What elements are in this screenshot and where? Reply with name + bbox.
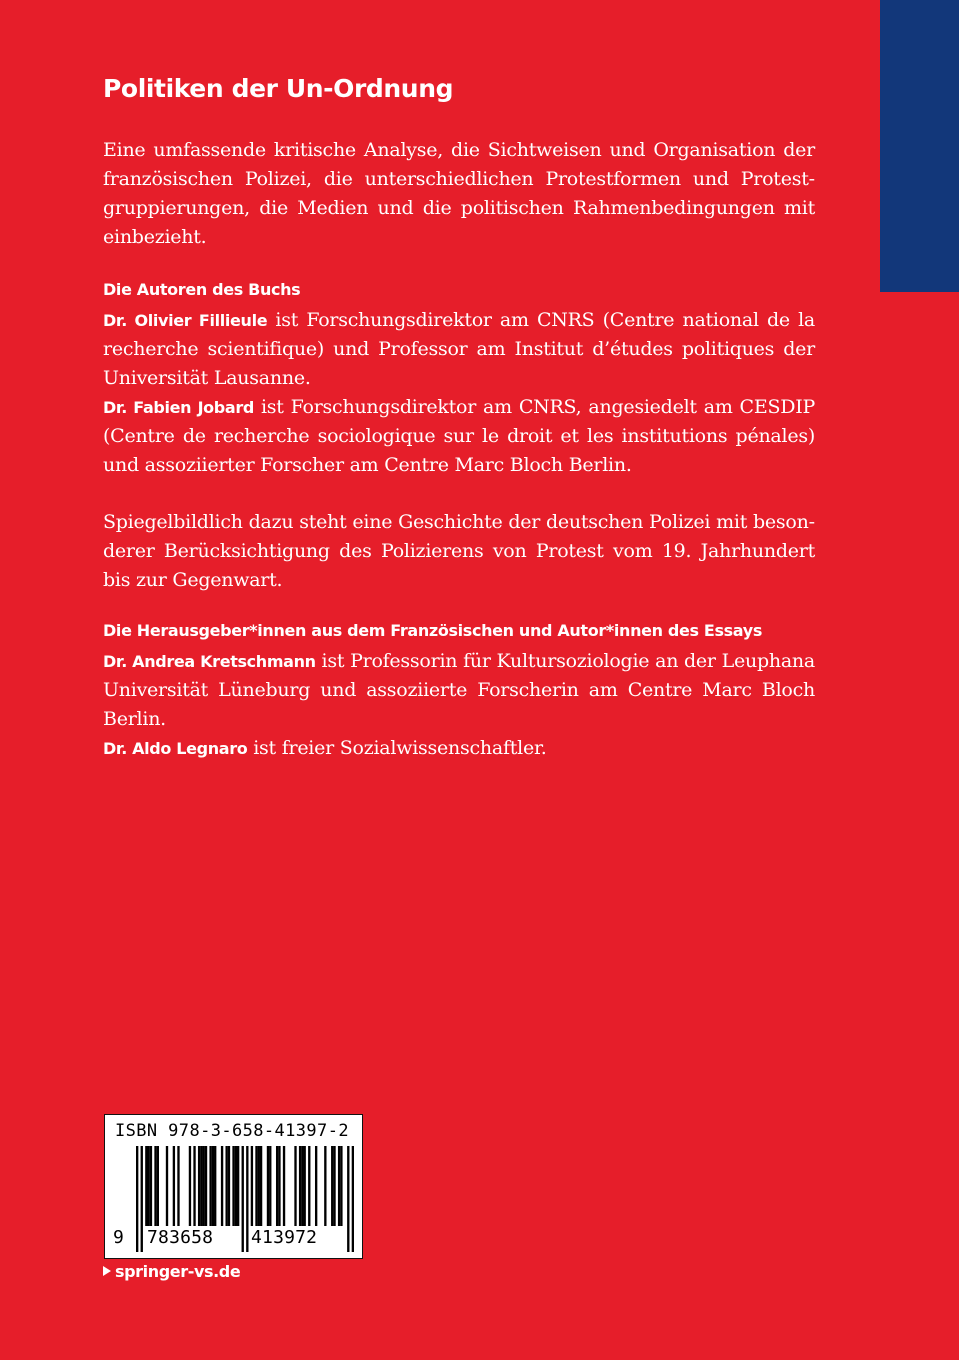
barcode-bar [225,1146,227,1226]
author-name: Dr. Olivier Fillieule [103,311,268,330]
barcode-bar [214,1146,216,1226]
author-entry-fillieule [103,306,815,393]
barcode-bar [333,1146,335,1226]
barcode-bar [221,1146,223,1226]
barcode-bar [331,1146,333,1226]
barcode-digits-right: 413972 [251,1227,318,1248]
barcode-bar [209,1146,211,1226]
barcode-bar [258,1146,260,1226]
barcode-bar [198,1146,200,1226]
barcode-guard-bar [141,1146,143,1252]
intro-paragraph: Eine umfassende kritische Analyse, die Sichtweisen und Organisation der französischen Polizei, die unterschiedlichen Protestformen und Protestgruppierungen, die Medien und die politischen Rahmenbedingungen mit einbezieht. [103,139,815,248]
barcode-bar [173,1146,175,1226]
barcode-bar [304,1146,306,1226]
blue-spine-tab [880,0,959,292]
barcode-guard-bar [242,1146,244,1252]
editor-entry-kretschmann [103,647,815,734]
barcode-bar [251,1146,253,1226]
barcode-bar [147,1146,149,1226]
barcode-bar [315,1146,317,1226]
author-entry-jobard [103,393,815,480]
editor-name: Dr. Aldo Legnaro [103,739,248,758]
barcode-bar [189,1146,191,1226]
author-name: Dr. Fabien Jobard [103,398,255,417]
editor-bio: ist Professorin für Kultursoziologie an der Leuphana Universität Lüneburg und assoziierte Forscherin am Centre Marc Bloch Berlin. [103,650,815,730]
barcode-guard-bar [246,1146,248,1252]
barcode-bar [235,1146,237,1226]
barcode-bar [237,1146,239,1226]
barcode-bar [294,1146,296,1226]
mirror-paragraph: Spiegelbildlich dazu steht eine Geschichte der deutschen Polizei mit besonderer Berücksichtigung des Polizierens von Protest vom 19. Jahrhundert bis zur Gegenwart. [103,511,815,591]
barcode-bar [154,1146,156,1226]
barcode-bar [205,1146,207,1226]
barcode-bar [283,1146,285,1226]
barcode-bar [267,1146,269,1226]
barcode-bar [255,1146,257,1226]
barcode-bar [193,1146,195,1226]
publisher-link[interactable] [103,1262,240,1281]
book-title: Politiken der Un-Ordnung [103,74,454,103]
authors-heading: Die Autoren des Buchs [103,280,301,299]
barcode-bar [177,1146,179,1226]
author-bio: ist Forschungsdirektor am CNRS, angesiedelt am CESDIP (Centre de recherche sociologique sur le droit et les institutions pénales) und assoziierter Forscher am Centre Marc Bloch Berlin. [103,396,815,476]
barcode-bar [203,1146,205,1226]
barcode-bar [157,1146,159,1226]
barcode-guard-bar [136,1146,138,1252]
arrow-right-icon [103,1266,111,1276]
barcode-guard-bar [352,1146,354,1252]
barcode-bar [212,1146,214,1226]
barcode-bar [260,1146,262,1226]
barcode-bar [150,1146,152,1226]
barcode-bar [324,1146,326,1226]
barcode-digits-left: 783658 [147,1227,214,1248]
author-bio: ist Forschungsdirektor am CNRS (Centre national de la recherche scientifique) und Professor am Institut d’études politiques der Universität Lausanne. [103,309,815,389]
barcode-bar [299,1146,301,1226]
barcode-bar [269,1146,271,1226]
barcode-bar [308,1146,310,1226]
editor-bio: ist freier Sozialwissenschaftler. [247,737,547,759]
editor-name: Dr. Andrea Kretschmann [103,652,316,671]
barcode-digit-first: 9 [113,1227,124,1248]
isbn-barcode [104,1114,363,1259]
barcode-bar [145,1146,147,1226]
editors-heading: Die Herausgeber*innen aus dem Französischen und Autor*innen des Essays [103,621,763,640]
back-cover-text [103,72,815,763]
barcode-bar [301,1146,303,1226]
barcode-guard-bar [347,1146,349,1252]
barcode-bar [338,1146,340,1226]
editor-entry-legnaro [103,734,815,763]
barcode-bar [232,1146,234,1226]
barcode-bar [228,1146,230,1226]
publisher-url: springer-vs.de [115,1262,241,1281]
barcode-bar [278,1146,280,1226]
isbn-label: ISBN 978-3-658-41397-2 [115,1121,349,1141]
barcode-bar [276,1146,278,1226]
barcode-bar [340,1146,342,1226]
barcode-bar [200,1146,202,1226]
barcode-bar [166,1146,168,1226]
